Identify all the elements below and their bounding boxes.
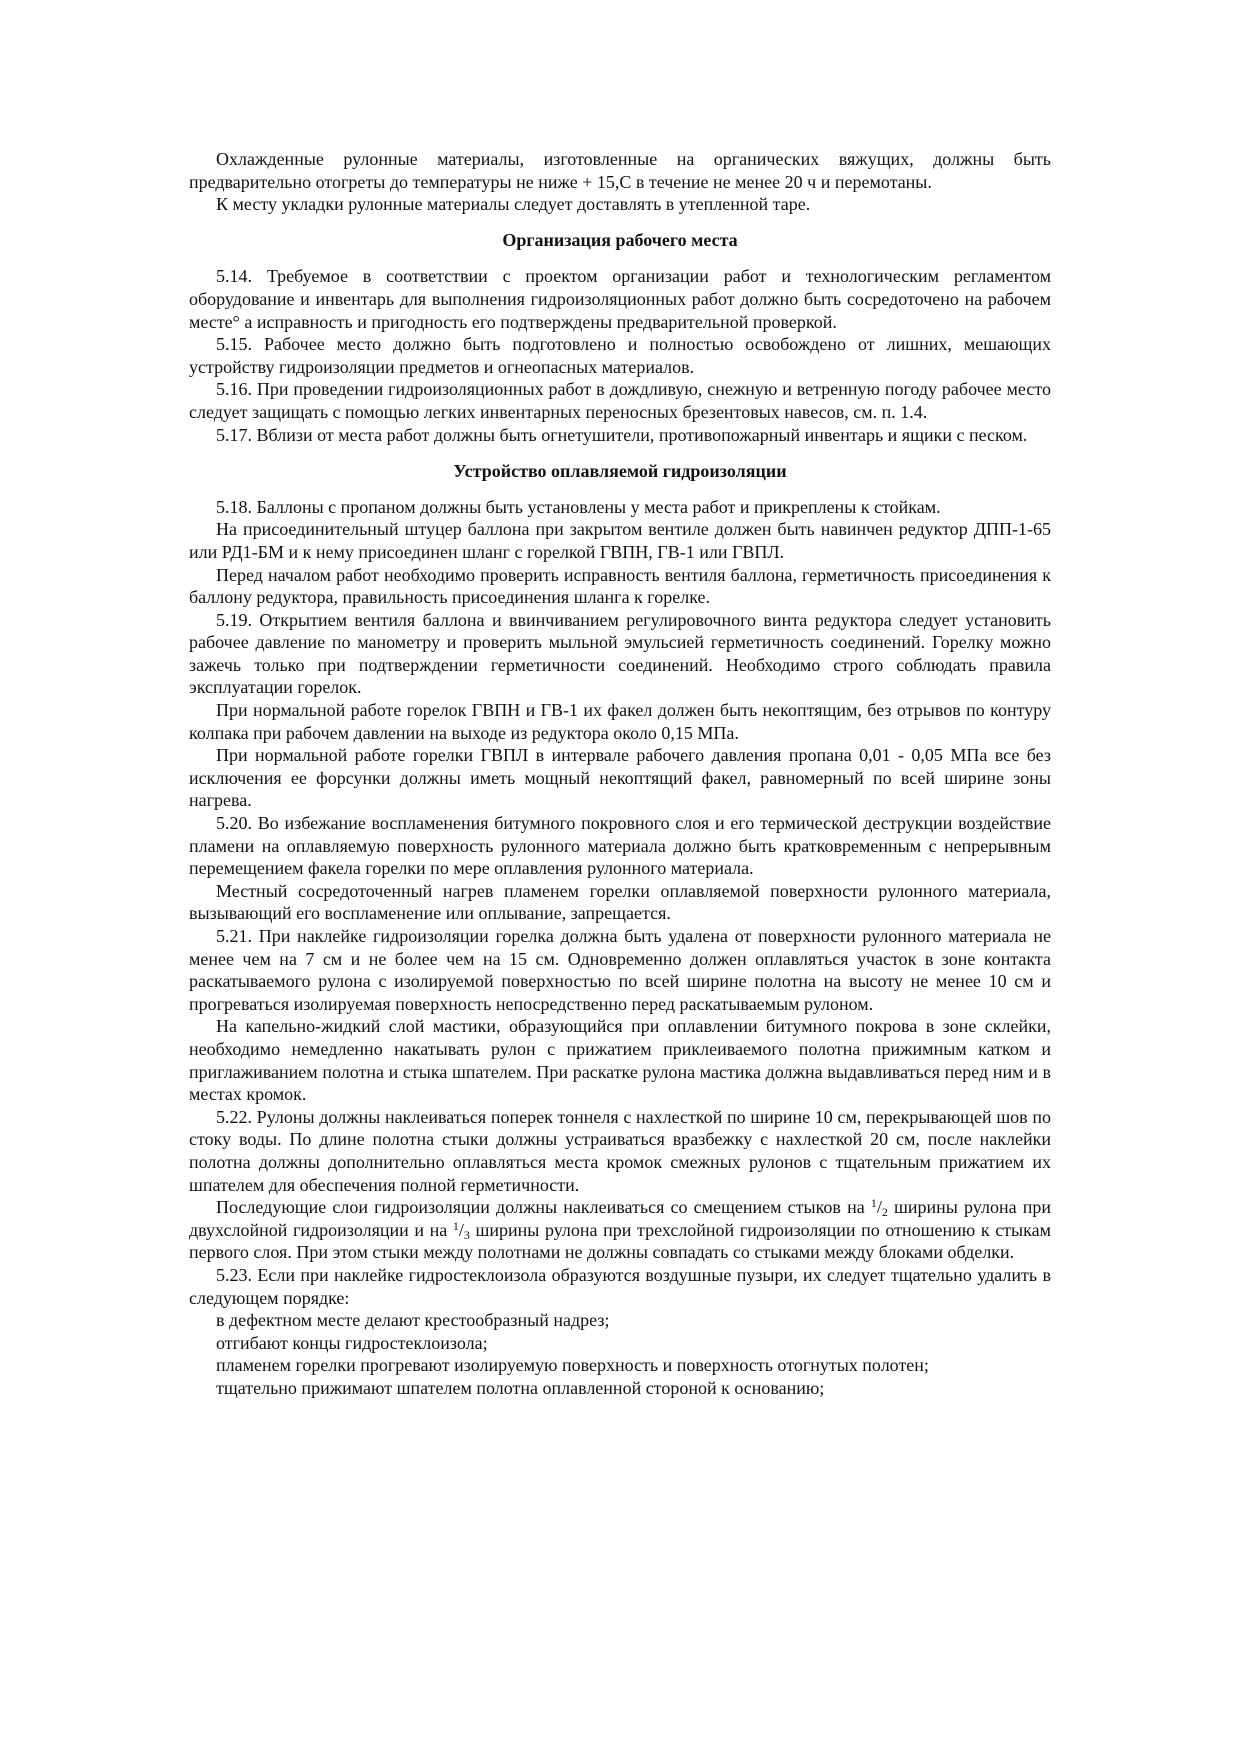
fraction-numerator: 1 bbox=[452, 1218, 459, 1233]
paragraph-5-20: 5.20. Во избежание воспламенения битумного покровного слоя и его термической деструкции воздействие пламени на оплавляемую поверхность рулонного материала должно быть кратковременным с непрерывным перемещением факела горелки по мере оплавления рулонного материала. bbox=[189, 813, 1051, 879]
section-heading-workplace: Организация рабочего места bbox=[502, 229, 738, 250]
list-item-step-3: пламенем горелки прогревают изолируемую поверхность и поверхность отогнутых полотен; bbox=[216, 1355, 929, 1376]
paragraph-5-16: 5.16. При проведении гидроизоляционных работ в дождливую, снежную и ветренную погоду рабочее место следует защищать с помощью легких инвентарных переносных брезентовых навесов, см. п. 1.4. bbox=[189, 379, 1051, 422]
paragraph-5-22: 5.22. Рулоны должны наклеиваться поперек тоннеля с нахлесткой по ширине 10 см, перекрывающей шов по стоку воды. По длине полотна стыки должны устраиваться вразбежку с нахлесткой 20 см, после наклейки полотна должны дополнительно оплавляться места кромок смежных рулонов с тщательным прижатием их шпателем для обеспечения полной герметичности. bbox=[189, 1106, 1051, 1195]
list-item-step-4: тщательно прижимают шпателем полотна оплавленной стороной к основанию; bbox=[216, 1377, 825, 1398]
paragraph-5-21: 5.21. При наклейке гидроизоляции горелка должна быть удалена от поверхности рулонного материала не менее чем на 7 см и не более чем на 15 см. Одновременно должен оплавляться участок в зоне контакта раскатываемого рулона с изолируемой поверхностью по всей ширине полотна на высоту не менее 10 см и прогреваться изолируемая поверхность непосредственно перед раскатываемым рулоном. bbox=[189, 926, 1051, 1014]
paragraph-5-18-fitting: На присоединительный штуцер баллона при закрытом вентиле должен быть навинчен редуктор ДПП-1-65 или РД1-БМ и к нему присоединен шланг с горелкой ГВПН, ГВ-1 или ГВПЛ. bbox=[189, 519, 1051, 562]
paragraph-intro-2: К месту укладки рулонные материалы следует доставлять в утепленной таре. bbox=[216, 194, 811, 215]
text-run: ширины рулона при двухслойной гидроизоляции и на bbox=[189, 1197, 1051, 1240]
paragraph-5-23: 5.23. Если при наклейке гидростеклоизола образуются воздушные пузыри, их следует тщательно удалить в следующем порядке: bbox=[189, 1264, 1051, 1308]
paragraph-5-19-gvpl: При нормальной работе горелки ГВПЛ в интервале рабочего давления пропана 0,01 - 0,05 МПа все без исключения ее форсунки должны иметь мощный некоптящий факел, равномерный по всей ширине зоны нагрева. bbox=[189, 745, 1051, 811]
fraction-numerator: 1 bbox=[870, 1196, 877, 1211]
paragraph-5-20-heating: Местный сосредоточенный нагрев пламенем горелки оплавляемой поверхности рулонного материала, вызывающий его воспламенение или оплывание, запрещается. bbox=[189, 880, 1051, 924]
paragraph-5-17: 5.17. Вблизи от места работ должны быть огнетушители, противопожарный инвентарь и ящики с песком. bbox=[216, 424, 1028, 445]
list-item-step-1: в дефектном месте делают крестообразный надрез; bbox=[216, 1310, 610, 1331]
paragraph-intro-1: Охлажденные рулонные материалы, изготовленные на органических вяжущих, должны быть предварительно отогреты до температуры не ниже + 15,С в течение не менее 20 ч и перемотаны. bbox=[189, 149, 1051, 192]
paragraph-5-14: 5.14. Требуемое в соответствии с проектом организации работ и технологическим регламентом оборудование и инвентарь для выполнения гидроизоляционных работ должно быть сосредоточено на рабочем месте° а исправность и пригодность его подтверждены предварительной проверкой. bbox=[189, 266, 1051, 332]
fraction-denominator: 3 bbox=[463, 1227, 470, 1242]
text-run: ширины рулона при трехслойной гидроизоляции по отношению к стыкам первого слоя. При этом стыки между полотнами не должны совпадать со стыками между блоками обделки. bbox=[189, 1219, 1051, 1263]
paragraph-5-15: 5.15. Рабочее место должно быть подготовлено и полностью освобождено от лишних, мешающих устройству гидроизоляции предметов и огнеопасных материалов. bbox=[189, 334, 1051, 377]
paragraph-5-19-gvpn: При нормальной работе горелок ГВПН и ГВ-1 их факел должен быть некоптящим, без отрывов по контуру колпака при рабочем давлении на выходе из редуктора около 0,15 МПа. bbox=[189, 700, 1051, 743]
text-run: Последующие слои гидроизоляции должны наклеиваться со смещением стыков на bbox=[216, 1197, 871, 1218]
paragraph-5-18: 5.18. Баллоны с пропаном должны быть установлены у места работ и прикреплены к стойкам. bbox=[216, 496, 941, 517]
paragraph-5-18-check: Перед началом работ необходимо проверить исправность вентиля баллона, герметичность присоединения к баллону редуктора, правильность присоединения шланга к горелке. bbox=[189, 564, 1051, 608]
paragraph-5-22-layers: Последующие слои гидроизоляции должны наклеиваться со смещением стыков на $^1/_2$ ширины рулона при двухслойной гидроизоляции и на $^1/_3$ ширины рулона при трехслойной гидроизоляции по отношению к стыкам первого слоя. При этом стыки между полотнами не должны совпадать со стыками между блоками обделки. bbox=[189, 1196, 1051, 1263]
paragraph-5-21-mastic: На капельно-жидкий слой мастики, образующийся при оплавлении битумного покрова в зоне склейки, необходимо немедленно накатывать рулон с прижатием приклеиваемого полотна прижимным катком и приглаживанием полотна и стыка шпателем. При раскатке рулона мастика должна выдавливаться перед ним и в местах кромок. bbox=[189, 1016, 1051, 1105]
document-page bbox=[189, 148, 1051, 1399]
fraction-denominator: 2 bbox=[881, 1205, 888, 1220]
paragraph-5-19: 5.19. Открытием вентиля баллона и ввинчиванием регулировочного винта редуктора следует установить рабочее давление по манометру и проверить мыльной эмульсией герметичность соединений. Горелку можно зажечь только при подтверждении герметичности соединений. Необходимо строго соблюдать правила эксплуатации горелок. bbox=[189, 609, 1051, 698]
list-item-step-2: отгибают концы гидростеклоизола; bbox=[216, 1332, 488, 1353]
section-heading-waterproofing: Устройство оплавляемой гидроизоляции bbox=[453, 461, 787, 482]
